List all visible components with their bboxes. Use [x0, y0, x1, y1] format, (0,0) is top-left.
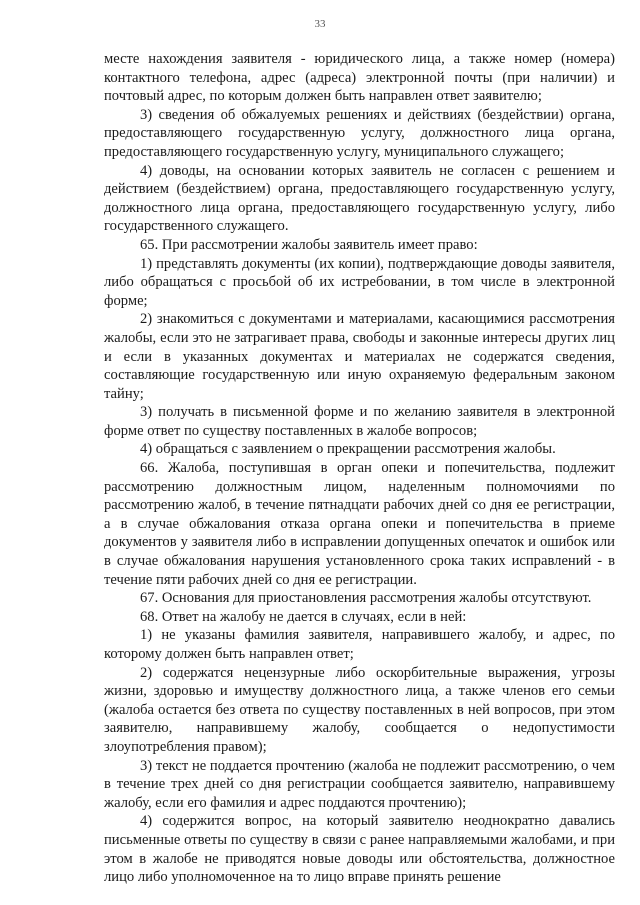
section-heading: 65. При рассмотрении жалобы заявитель имеет право:: [140, 236, 478, 253]
paragraph: 3) получать в письменной форме и по желанию заявителя в электронной форме ответ по существу поставленных в жалобе вопросов;: [104, 404, 615, 439]
paragraph: 4) доводы, на основании которых заявитель не согласен с решением и действием (бездействием) органа, предоставляющего государственную услугу, должностного лица органа, предоставляющего государственную услугу, либо государственного служащего.: [104, 162, 615, 235]
section-heading: 68. Ответ на жалобу не дается в случаях, если в ней:: [140, 608, 467, 625]
paragraph: 2) знакомиться с документами и материалами, касающимися рассмотрения жалобы, если это не затрагивает права, свободы и законные интересы других лиц и если в указанных документах и материалах не содержатся сведения, составляющие государственную или иную охраняемую федеральным законом тайну;: [104, 311, 615, 402]
paragraph: 67. Основания для приостановления рассмотрения жалобы отсутствуют.: [140, 590, 592, 607]
paragraph: 2) содержатся нецензурные либо оскорбительные выражения, угрозы жизни, здоровью и имуществу должностного лица, а также членов его семьи (жалоба остается без ответа по существу поставленных в ней вопросов, при этом заявителю, направившему жалобу, сообщается о недопустимости злоупотребления правом);: [104, 664, 615, 755]
paragraph: месте нахождения заявителя - юридического лица, а также номер (номера) контактного телефона, адрес (адреса) электронной почты (при наличии) и почтовый адрес, по которым должен быть направлен ответ заявителю;: [104, 51, 615, 105]
paragraph: 3) текст не поддается прочтению (жалоба не подлежит рассмотрению, о чем в течение трех дней со дня регистрации сообщается заявителю, направившему жалобу, если его фамилия и адрес поддаются прочтению);: [104, 757, 615, 811]
paragraph: 1) не указаны фамилия заявителя, направившего жалобу, и адрес, по которому должен быть направлен ответ;: [104, 627, 615, 662]
page-number: 33: [314, 18, 326, 30]
document-body: [104, 50, 615, 887]
paragraph: 3) сведения об обжалуемых решениях и действиях (бездействии) органа, предоставляющего государственную услугу, должностного лица органа, предоставляющего государственную услугу, муниципального служащего;: [104, 106, 615, 160]
paragraph: 4) обращаться с заявлением о прекращении рассмотрения жалобы.: [140, 441, 556, 458]
paragraph: 4) содержится вопрос, на который заявителю неоднократно давались письменные ответы по существу в связи с ранее направляемыми жалобами, и при этом в жалобе не приводятся новые доводы или обстоятельства, должностное лицо либо уполномоченное на то лицо вправе принять решение: [104, 813, 615, 886]
paragraph: 1) представлять документы (их копии), подтверждающие доводы заявителя, либо обращаться с просьбой об их истребовании, в том числе в электронной форме;: [104, 255, 615, 309]
paragraph: 66. Жалоба, поступившая в орган опеки и попечительства, подлежит рассмотрению должностным лицом, наделенным полномочиями по рассмотрению жалоб, в течение пятнадцати рабочих дней со дня ее регистрации, а в случае обжалования отказа органа опеки и попечительства в приеме документов у заявителя либо в исправлении допущенных опечаток и ошибок или в случае обжалования нарушения установленного срока таких исправлений - в течение пяти рабочих дней со дня ее регистрации.: [104, 460, 615, 588]
